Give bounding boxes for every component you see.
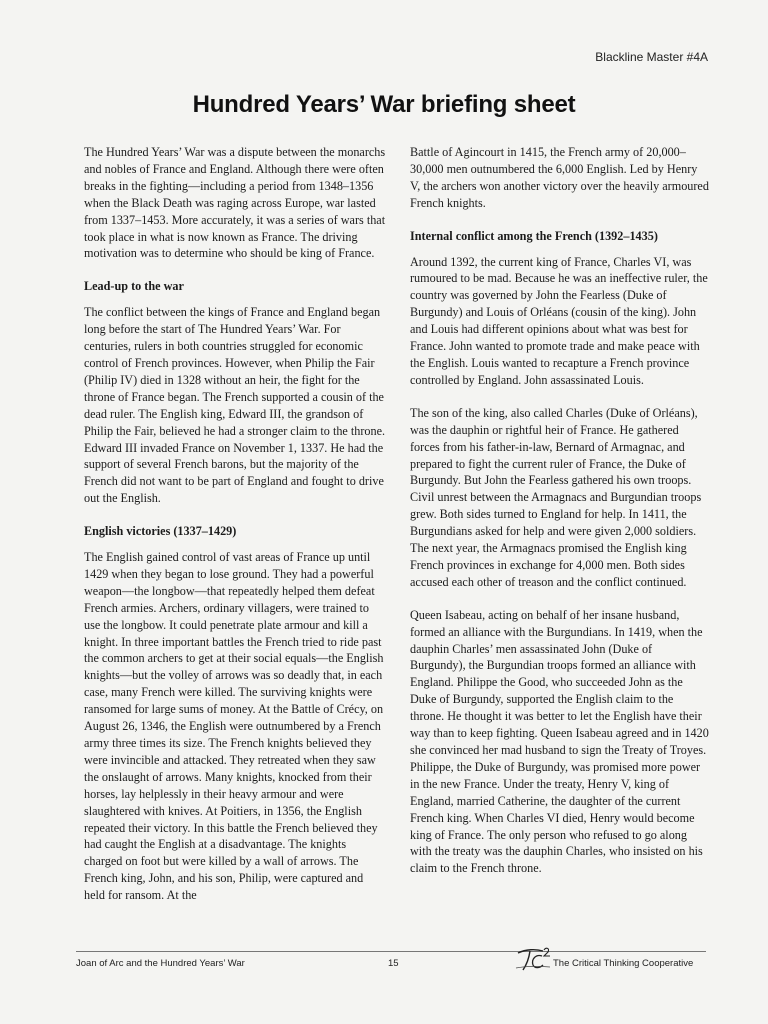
page-number: 15: [388, 958, 399, 969]
right-column: [410, 144, 710, 893]
blackline-master-label: Blackline Master #4A: [595, 50, 708, 64]
footer-book-title: Joan of Arc and the Hundred Years’ War: [76, 958, 245, 969]
english-victories-paragraph: The English gained control of vast areas of France up until 1429 when they began to lose ground. They had a powerful weapon—the longbow—that repeatedly helped them defeat French armies. Archers, ordinary villagers, were trained to use the longbow. It could penetrate plate armour and kill a knight. In three important battles the French tried to ride past the common archers to get at their social equals—the English knights—but the volley of arrows was so deadly that, in each case, many French were killed. The surviving knights were ransomed for large sums of money. At the Battle of Crécy, on August 26, 1346, the English were outnumbered by a French army three times its size. The French knights believed they were invincible and attacked. They retreated when they saw the onslaught of arrows. Many knights, knocked from their horses, lay helplessly in their heavy armour and were slaughtered with knives. At Poitiers, in 1356, the English repeated their victory. In this battle the French believed they had caught the English at a disadvantage. The knights charged on foot but were killed by a wall of arrows. The French king, John, and his son, Philip, were captured and held for ransom. At the: [84, 550, 384, 903]
lead-up-paragraph: The conflict between the kings of France and England began long before the start of The Hundred Years’ War. For centuries, rulers in both countries struggled for economic control of French provinces. However, when Philip the Fair (Philip IV) died in 1328 without an heir, the fight for the throne of France began. The French supported a cousin of the dead ruler. The English king, Edward III, the grandson of Philip the Fair, believed he had a stronger claim to the throne. Edward III invaded France on November 1, 1337. He had the support of several French barons, but the majority of the French did not want to be part of England and fought to drive out the English.: [84, 305, 386, 506]
footer-publisher: The Critical Thinking Cooperative: [553, 958, 694, 969]
agincourt-paragraph: Battle of Agincourt in 1415, the French army of 20,000–30,000 men outnumbered the 6,000 English. Led by Henry V, the archers won another victory over the heavily armoured French knights.: [410, 145, 709, 210]
left-column: [84, 144, 387, 920]
heading-internal-conflict: Internal conflict among the French (1392–1435): [410, 228, 658, 243]
tc2-logo-icon: [512, 944, 552, 974]
internal-conflict-paragraph-3: Queen Isabeau, acting on behalf of her insane husband, formed an alliance with the Burgundians. In 1419, when the dauphin Charles’ men assassinated John (Duke of Burgundy), the Burgundian troops formed an alliance with England. Philippe the Good, who succeeded John as the Duke of Burgundy, supported the English claim to the throne. He thought it was better to let the English have their way than to keep fighting. Queen Isabeau agreed and in 1420 she convinced her mad husband to sign the Treaty of Troyes. Philippe, the Duke of Burgundy, was promised more power in the new France. Under the treaty, Henry V, king of England, married Catherine, the daughter of the current French king. When Charles VI died, Henry would become king of France. The only person who refused to go along with the treaty was the dauphin Charles, who insisted on his claim to the French throne.: [410, 607, 709, 876]
heading-lead-up: Lead-up to the war: [84, 279, 184, 294]
internal-conflict-paragraph-1: Around 1392, the current king of France, Charles VI, was rumoured to be mad. Because he was an ineffective ruler, the country was governed by John the Fearless (Duke of Burgundy) and Louis of Orléans (cousin of the king). John and Louis had different opinions about what was best for France. John wanted to promote trade and make peace with the English. Louis wanted to recapture a French province controlled by England. John assassinated Louis.: [410, 254, 708, 387]
heading-english-victories: English victories (1337–1429): [84, 524, 237, 539]
internal-conflict-paragraph-2: The son of the king, also called Charles (Duke of Orléans), was the dauphin or rightful heir of France. He gathered forces from his father-in-law, Bernard of Armagnac, and prepared to fight the current ruler of France, the Duke of Burgundy. But John the Fearless gathered his own troops. Civil unrest between the Armagnacs and Burgundian troops grew. Both sides turned to England for help. In 1411, the Burgundians asked for help and were given 2,000 soldiers. The next year, the Armagnacs promised the English king French provinces in exchange for 4,000 men. Both sides accused each other of treason and the conflict continued.: [410, 405, 702, 589]
page-title: Hundred Years’ War briefing sheet: [192, 91, 576, 118]
footer-divider: [76, 951, 706, 952]
intro-paragraph: The Hundred Years’ War was a dispute between the monarchs and nobles of France and England. Although there were often breaks in the fighting—including a period from 1348–1356 when the Black Death was raging across Europe, war lasted from 1337–1453. More accurately, it was a series of wars that took place in what is now known as France. The driving motivation was to determine who should be king of France.: [84, 145, 386, 261]
